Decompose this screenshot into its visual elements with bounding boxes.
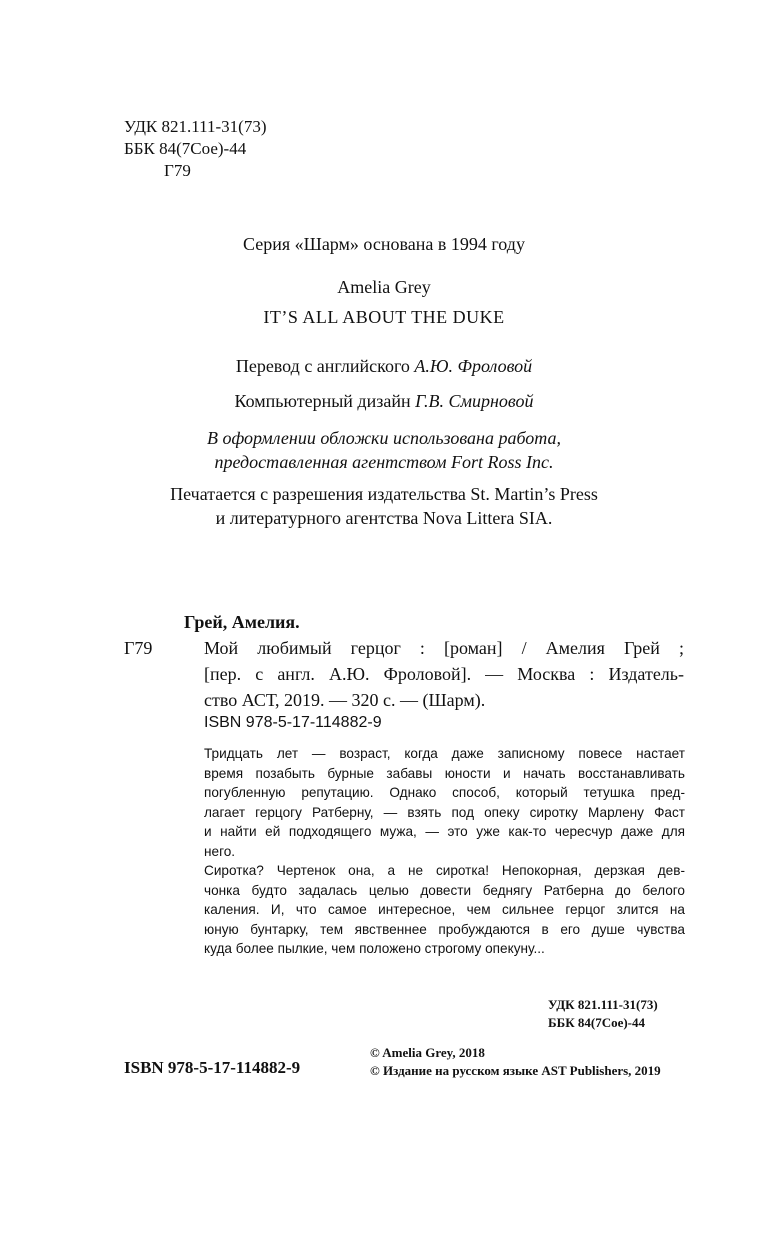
- udk-code: УДК 821.111-31(73): [548, 997, 658, 1012]
- entry-line: [пер. с англ. А.Ю. Фроловой]. — Москва : Издатель-: [204, 664, 684, 684]
- design-prefix: Компьютерный дизайн: [234, 391, 416, 411]
- entry-line: ство АСТ, 2019. — 320 с. — (Шарм).: [204, 690, 486, 710]
- annotation-paragraph: [204, 744, 685, 861]
- bibliographic-entry: [204, 635, 684, 713]
- annotation: [204, 744, 685, 959]
- classification-codes: [124, 116, 266, 182]
- bbk-code: ББК 84(7Сое)-44: [124, 139, 247, 158]
- annotation-line: Тридцать лет — возраст, когда даже записному повесе настает: [204, 746, 685, 761]
- author-mark: Г79: [164, 161, 191, 180]
- cover-credit-line: В оформлении обложки использована работа,: [206, 428, 561, 448]
- annotation-line: Сиротка? Чертенок она, а не сиротка! Непокорная, дерзкая дев-: [204, 863, 685, 878]
- annotation-line: лагает герцогу Ратберну, — взять под опеку сиротку Марлену Фаст: [204, 804, 685, 820]
- series-note: Серия «Шарм» основана в 1994 году: [243, 234, 525, 254]
- translation-prefix: Перевод с английского: [235, 356, 415, 376]
- annotation-line: время позабыть бурные забавы юности и начать восстанавливать: [204, 765, 685, 781]
- permission-line: и литературного агентства Nova Littera SIA.: [215, 508, 553, 528]
- copyright-line: © Amelia Grey, 2018: [370, 1045, 485, 1060]
- translator-name: А.Ю. Фроловой: [414, 356, 533, 376]
- author-heading: Грей, Амелия.: [184, 612, 300, 632]
- isbn: ISBN 978-5-17-114882-9: [124, 1058, 301, 1077]
- translation-credit: [0, 355, 768, 377]
- designer-name: Г.В. Смирновой: [415, 391, 534, 411]
- copyright-notice: [370, 1044, 661, 1080]
- annotation-line: куда более пылкие, чем положено строгому опекуну...: [204, 941, 545, 956]
- classification-codes-bottom: [548, 996, 658, 1032]
- annotation-line: него.: [204, 843, 236, 859]
- annotation-line: чонка будто задалась целью довести беднягу Ратберна до белого: [204, 882, 685, 898]
- annotation-line: каления. И, что самое интересное, чем сильнее герцог злится на: [204, 902, 685, 917]
- permission-line: Печатается с разрешения издательства St. Martin’s Press: [170, 484, 598, 504]
- annotation-line: юную бунтарку, тем явственнее пробуждаются в его душе чувства: [204, 921, 685, 937]
- cover-credit: [0, 426, 768, 474]
- annotation-paragraph: [204, 861, 685, 959]
- copyright-line: © Издание на русском языке AST Publishers, 2019: [370, 1063, 661, 1078]
- author-mark: Г79: [124, 638, 153, 658]
- isbn-record: ISBN 978-5-17-114882-9: [204, 714, 382, 731]
- bbk-code: ББК 84(7Сое)-44: [548, 1015, 646, 1030]
- cover-credit-line: предоставленная агентством Fort Ross Inc.: [214, 452, 554, 472]
- permission-note: [0, 482, 768, 530]
- original-author: Amelia Grey: [337, 277, 431, 297]
- design-credit: [0, 390, 768, 412]
- annotation-line: и найти ей подходящего мужа, — это уже как-то чересчур даже для: [204, 824, 685, 839]
- entry-line: Мой любимый герцог : [роман] / Амелия Грей ;: [204, 638, 684, 658]
- original-title: IT’S ALL ABOUT THE DUKE: [263, 307, 505, 327]
- annotation-line: погубленную репутацию. Однако способ, который тетушка пред-: [204, 785, 685, 800]
- udk-code: УДК 821.111-31(73): [124, 117, 267, 136]
